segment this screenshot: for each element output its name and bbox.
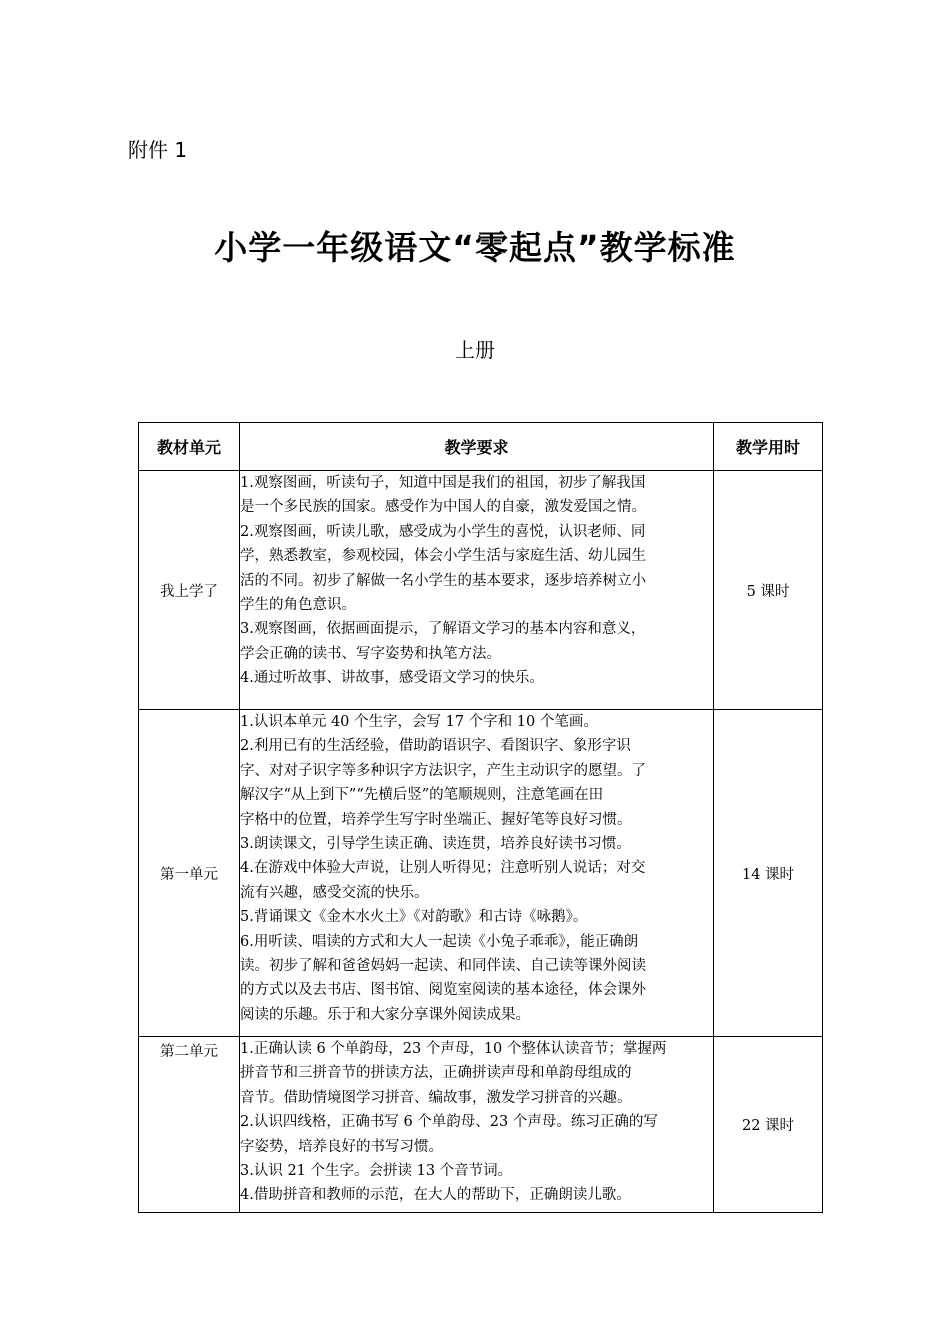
requirement-line: 阅读的乐趣。乐于和大家分享课外阅读成果。 <box>240 1006 530 1023</box>
table-row <box>139 471 823 710</box>
requirement-line: 的方式以及去书店、图书馆、阅览室阅读的基本途径，体会课外 <box>240 982 646 999</box>
requirement-line: 5.背诵课文《金木水火土》《对韵歌》和古诗《咏鹅》。 <box>240 909 588 926</box>
requirement-line: 音节。借助情境图学习拼音、编故事，激发学习拼音的兴趣。 <box>240 1089 632 1106</box>
requirement-line: 学会正确的读书、写字姿势和执笔方法。 <box>240 645 501 662</box>
teaching-standard-table <box>138 422 823 1213</box>
column-header-requirements: 教学要求 <box>240 423 714 471</box>
table-header-row <box>139 423 823 471</box>
hours-cell: 5 课时 <box>714 471 823 710</box>
requirement-line: 6.用听读、唱读的方式和大人一起读《小兔子乖乖》，能正确朗 <box>240 933 639 950</box>
requirement-line: 学生的角色意识。 <box>240 597 356 614</box>
requirement-line: 读。初步了解和爸爸妈妈一起读、和同伴读、自己读等课外阅读 <box>240 958 646 975</box>
requirement-line: 是一个多民族的国家。感受作为中国人的自豪，激发爱国之情。 <box>240 499 646 516</box>
requirement-line: 学，熟悉教室，参观校园，体会小学生活与家庭生活、幼儿园生 <box>240 548 646 565</box>
requirements-cell <box>240 710 714 1037</box>
requirement-line: 4.通过听故事、讲故事，感受语文学习的快乐。 <box>240 670 544 687</box>
document-title: 小学一年级语文“零起点”教学标准 <box>214 228 736 267</box>
requirement-line: 1.认识本单元 40 个生字，会写 17 个字和 10 个笔画。 <box>240 714 598 730</box>
document-subtitle: 上册 <box>455 338 495 362</box>
requirement-line: 2.观察图画，听读儿歌，感受成为小学生的喜悦，认识老师、同 <box>240 523 646 540</box>
column-header-hours: 教学用时 <box>714 423 823 471</box>
requirement-line: 拼音节和三拼音节的拼读方法，正确拼读声母和单韵母组成的 <box>240 1065 632 1082</box>
requirement-line: 3.朗读课文，引导学生读正确、读连贯，培养良好读书习惯。 <box>240 836 631 853</box>
requirement-line: 2.利用已有的生活经验，借助韵语识字、看图识字、象形字识 <box>240 738 631 755</box>
table-row <box>139 710 823 1037</box>
requirement-line: 4.在游戏中体验大声说，让别人听得见；注意听别人说话；对交 <box>240 860 646 877</box>
requirement-line: 字格中的位置，培养学生写字时坐端正、握好笔等良好习惯。 <box>240 811 632 828</box>
requirement-line: 字、对对子识字等多种识字方法识字，产生主动识字的愿望。了 <box>240 762 646 779</box>
unit-cell: 我上学了 <box>139 471 240 710</box>
requirement-line: 3.观察图画，依据画面提示，了解语文学习的基本内容和意义， <box>240 621 646 638</box>
hours-cell: 14 课时 <box>714 710 823 1037</box>
requirement-line: 活的不同。初步了解做一名小学生的基本要求，逐步培养树立小 <box>240 572 646 589</box>
column-header-unit: 教材单元 <box>139 423 240 471</box>
hours-cell: 22 课时 <box>714 1037 823 1213</box>
requirement-line: 2.认识四线格，正确书写 6 个单韵母、23 个声母。练习正确的写 <box>240 1114 658 1131</box>
table-row <box>139 1037 823 1213</box>
requirement-line: 4.借助拼音和教师的示范，在大人的帮助下，正确朗读儿歌。 <box>240 1187 631 1204</box>
requirement-line: 解汉字“从上到下”“先横后竖”的笔顺规则，注意笔画在田 <box>240 787 604 804</box>
requirement-line: 3.认识 21 个生字。会拼读 13 个音节词。 <box>240 1163 513 1180</box>
requirement-line: 1.观察图画，听读句子，知道中国是我们的祖国，初步了解我国 <box>240 475 646 491</box>
requirements-cell <box>240 1037 714 1213</box>
requirement-line: 流有兴趣，感受交流的快乐。 <box>240 884 429 901</box>
requirement-line: 字姿势，培养良好的书写习惯。 <box>240 1138 443 1155</box>
requirements-cell <box>240 471 714 710</box>
unit-cell: 第一单元 <box>139 710 240 1037</box>
attachment-label: 附件 1 <box>128 138 188 162</box>
unit-cell: 第二单元 <box>139 1037 240 1213</box>
requirement-line: 1.正确认读 6 个单韵母，23 个声母，10 个整体认读音节；掌握两 <box>240 1041 667 1057</box>
